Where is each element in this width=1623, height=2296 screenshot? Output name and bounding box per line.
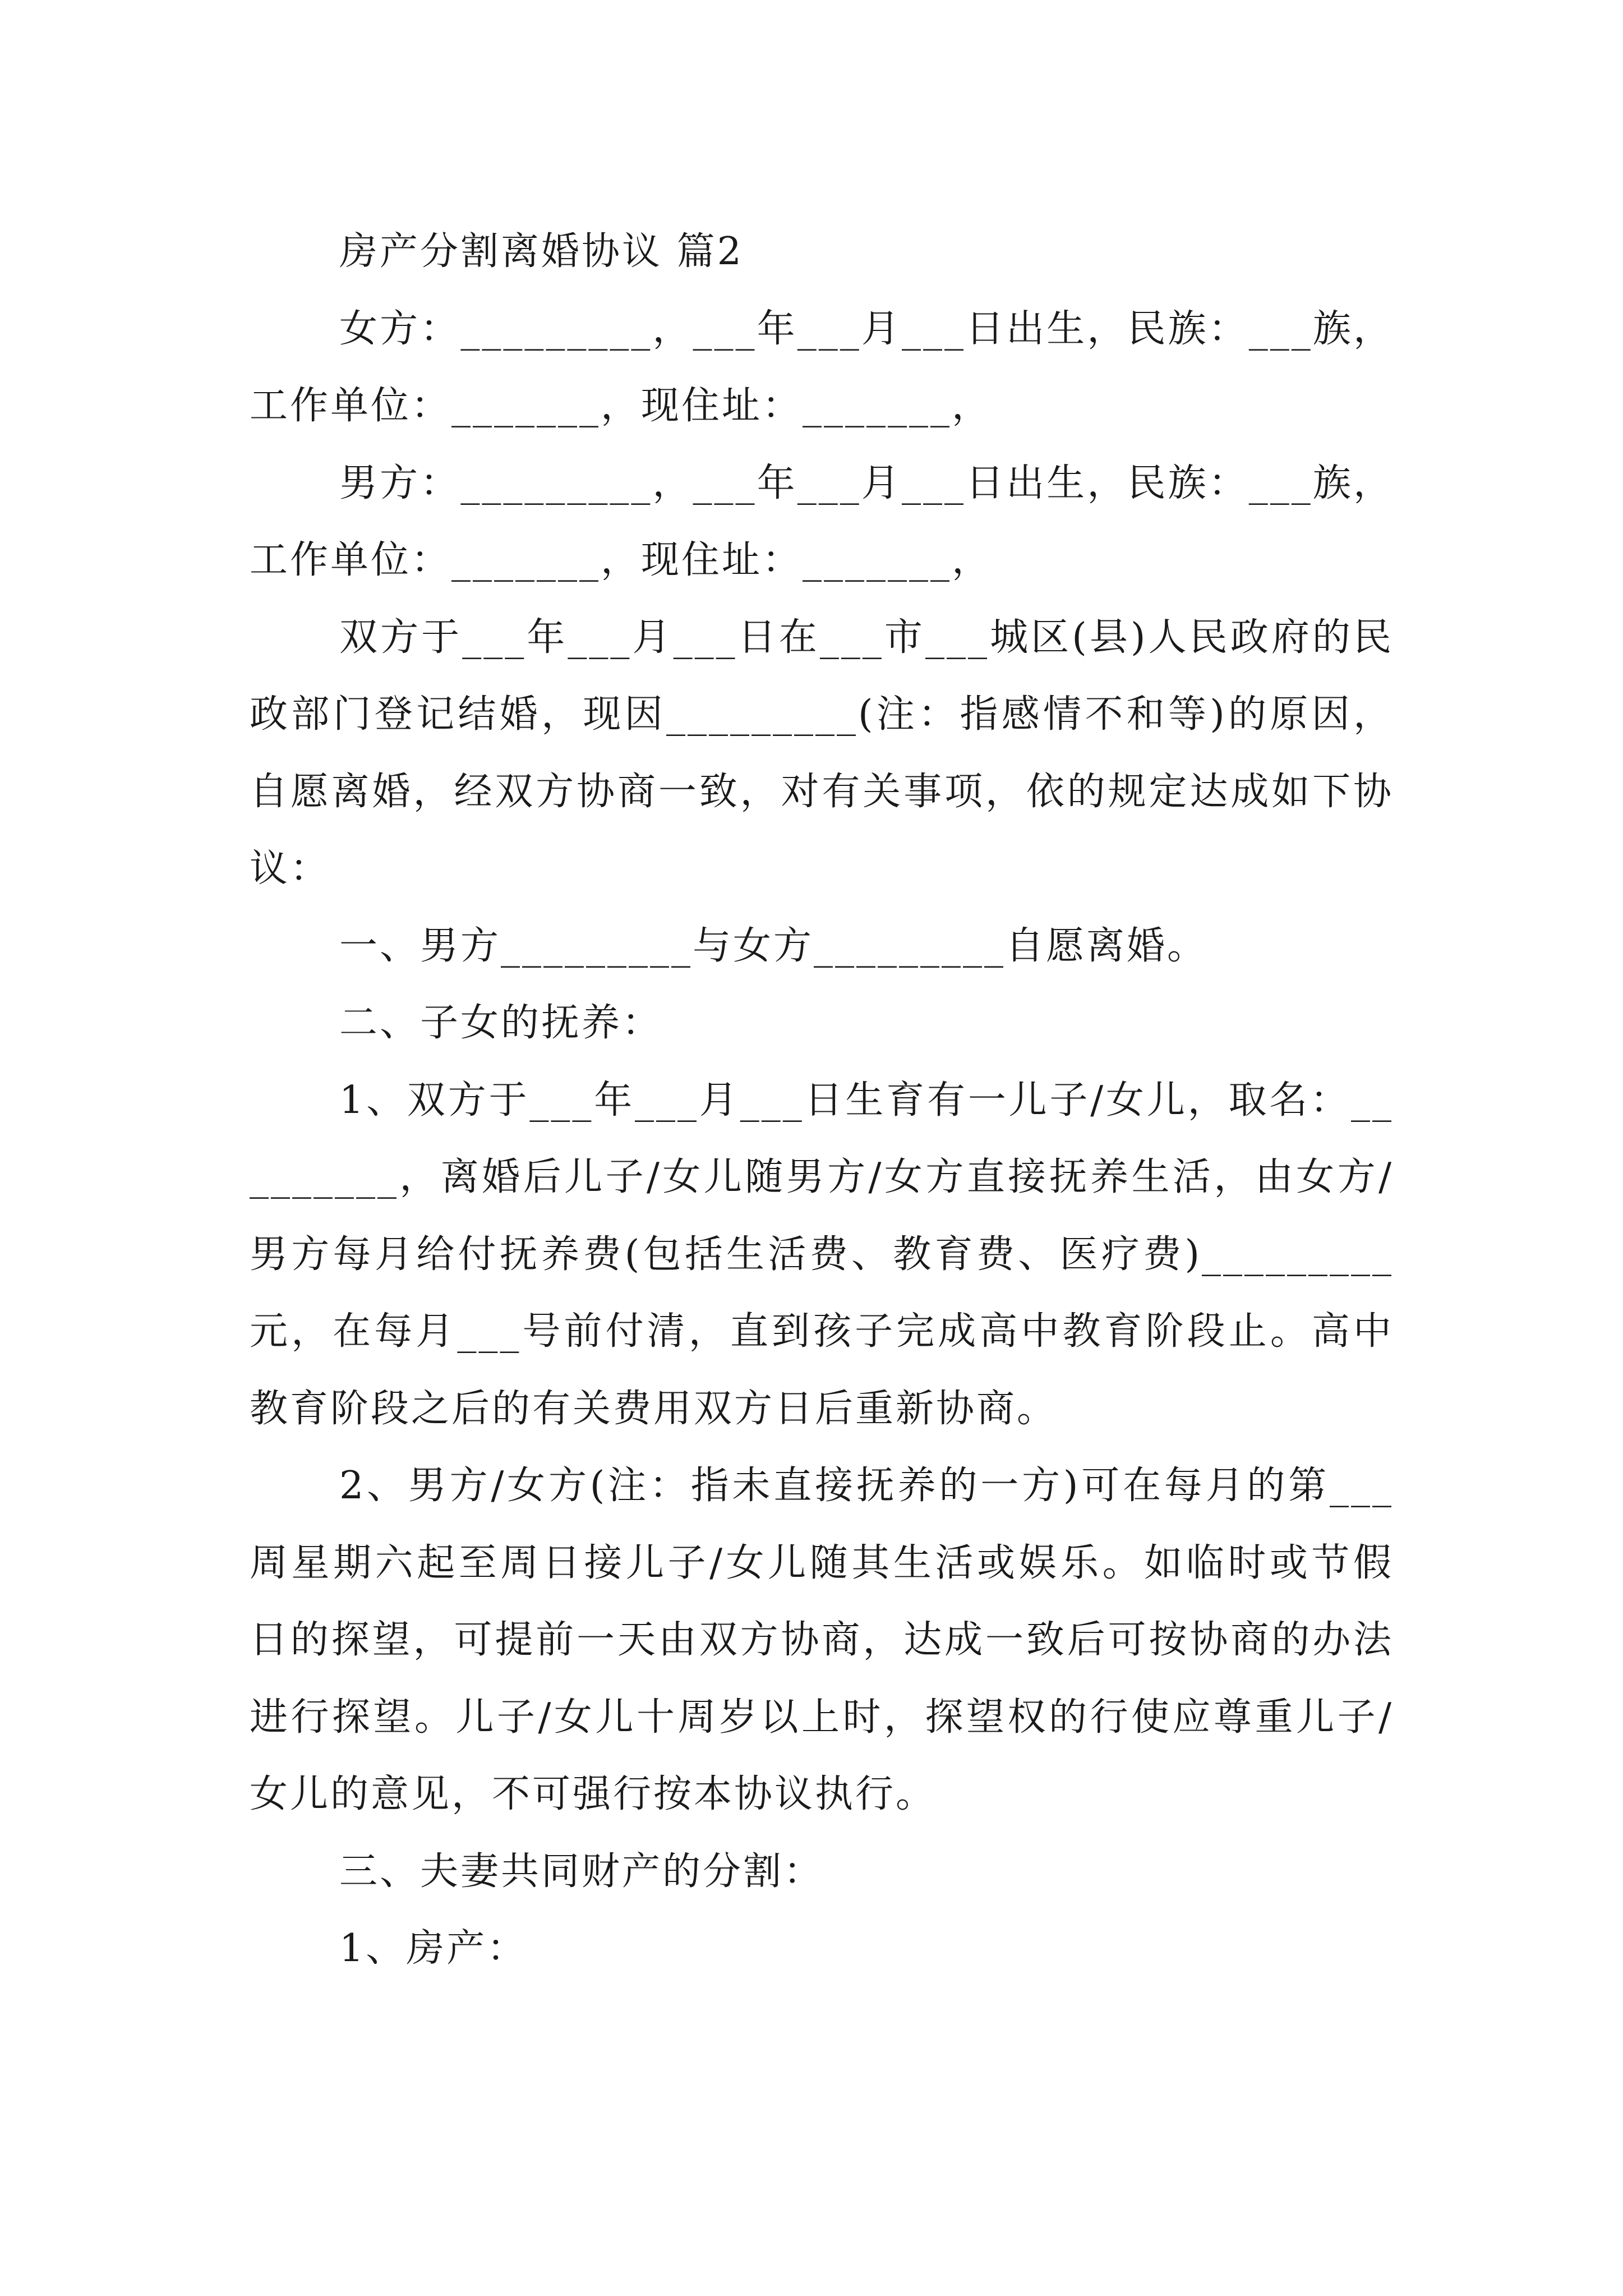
paragraph-section-property: 三、夫妻共同财产的分割：: [339, 1849, 824, 1894]
paragraph-marriage-registration: 双方于___年___月___日在___市___城区(县)人民政府的民政部门登记结婚，现因_________(注：指感情不和等)的原因，自愿离婚，经双方协商一致，对有关事项，依的规定达成如下协议：: [250, 615, 1394, 891]
paragraph-visitation: 2、男方/女方(注：指未直接抚养的一方)可在每月的第___周星期六起至周日接儿子/女儿随其生活或娱乐。如临时或节假日的探望，可提前一天由双方协商，达成一致后可按协商的办法进行探望。儿子/女儿十周岁以上时，探望权的行使应尊重儿子/女儿的意见，不可强行按本协议执行。: [250, 1464, 1394, 1816]
paragraph-real-estate: 1、房产：: [339, 1926, 528, 1971]
document-title: 房产分割离婚协议 篇2: [339, 229, 744, 274]
paragraph-child-support: 1、双方于___年___月___日生育有一儿子/女儿，取名：_________，离婚后儿子/女儿随男方/女方直接抚养生活，由女方/男方每月给付抚养费(包括生活费、教育费、医疗费)_________元，在每月___号前付清，直到孩子完成高中教育阶段止。高中教育阶段之后的有关费用双方日后重新协商。: [250, 1078, 1394, 1431]
paragraph-male-party: 男方：_________，___年___月___日出生，民族：___族，工作单位：_______，现住址：_______，: [250, 461, 1394, 582]
document-body: [250, 213, 1394, 1987]
paragraph-clause-divorce: 一、男方_________与女方_________自愿离婚。: [339, 923, 1208, 968]
paragraph-female-party: 女方：_________，___年___月___日出生，民族：___族，工作单位：_______，现住址：_______，: [250, 306, 1394, 428]
paragraph-section-child-custody: 二、子女的抚养：: [339, 1001, 663, 1045]
